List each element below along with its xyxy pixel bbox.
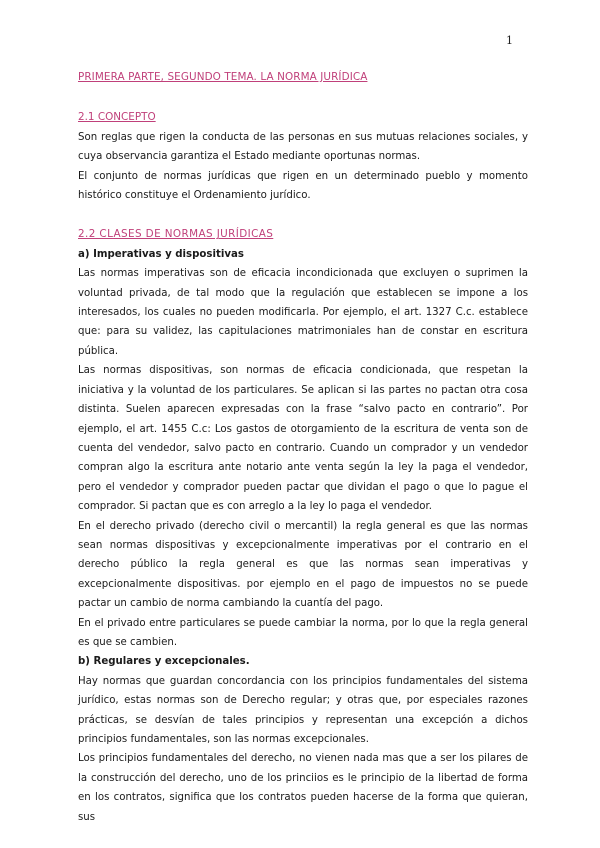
paragraph: Las normas dispositivas, son normas de eficacia condicionada, que respetan la iniciativa y la voluntad de los particulares. Se aplican si las partes no pactan otra cosa distinta. Suelen aparecen expresadas con la frase “salvo pacto en contrario”. Por ejemplo, el art. 1455 C.c: Los gastos de otorgamiento de la escritura de venta son de cuenta del vendedor, salvo pacto en contrario. Cuando un comprador y un vendedor compran algo la escritura ante notario ante venta según la ley la paga el vendedor, pero el vendedor y comprador pueden pactar que dividan el pago o que lo pague el comprador. Si pactan que es con arreglo a la ley lo paga el vendedor. (78, 365, 528, 513)
document-body (78, 68, 528, 827)
subheading-regulares: b) Regulares y excepcionales. (78, 656, 250, 668)
page-number: 1 (506, 34, 513, 47)
paragraph: En el derecho privado (derecho civil o mercantil) la regla general es que las normas sean normas dispositivas y excepcionalmente imperativas por el contrario en el derecho público la regla general es que las normas sean imperativas y excepcionalmente dispositivas. por ejemplo en el pago de impuestos no se puede pactar un cambio de norma cambiando la cuantía del pago. (78, 520, 528, 610)
section-heading-clases: 2.2 CLASES DE NORMAS JURÍDICAS (78, 228, 274, 241)
section-heading-concepto: 2.1 CONCEPTO (78, 111, 156, 124)
paragraph: Son reglas que rigen la conducta de las personas en sus mutuas relaciones sociales, y cuya observancia garantiza el Estado mediante oportunas normas. (78, 131, 528, 163)
part-title: PRIMERA PARTE, SEGUNDO TEMA. LA NORMA JURÍDICA (78, 71, 368, 83)
section-spacer (78, 205, 528, 225)
paragraph: Hay normas que guardan concordancia con los principios fundamentales del sistema jurídico, estas normas son de Derecho regular; y otras que, por especiales razones prácticas, se desvían de tales principios y representan una excepción a dichos principios fundamentales, son las normas excepcionales. (78, 675, 528, 745)
paragraph: Los principios fundamentales del derecho, no vienen nada mas que a ser los pilares de la construcción del derecho, uno de los princiios es le principio de la libertad de forma en los contratos, significa que los contratos pueden hacerse de la forma que quieran, sus (78, 753, 528, 823)
paragraph: En el privado entre particulares se puede cambiar la norma, por lo que la regla general es que se cambien. (78, 617, 528, 648)
paragraph: Las normas imperativas son de eficacia incondicionada que excluyen o suprimen la voluntad privada, de tal modo que la regulación que establecen se impone a los interesados, los cuales no pueden modificarla. Por ejemplo, el art. 1327 C.c. establece que: para su validez, las capitulaciones matrimoniales han de constar en escritura pública. (78, 268, 528, 357)
subheading-imperativas: a) Imperativas y dispositivas (78, 248, 244, 260)
subheading-regulares-text: b) Regulares y excepcionales (78, 656, 246, 668)
paragraph: El conjunto de normas jurídicas que rigen en un determinado pueblo y momento histórico constituye el Ordenamiento jurídico. (78, 170, 528, 202)
